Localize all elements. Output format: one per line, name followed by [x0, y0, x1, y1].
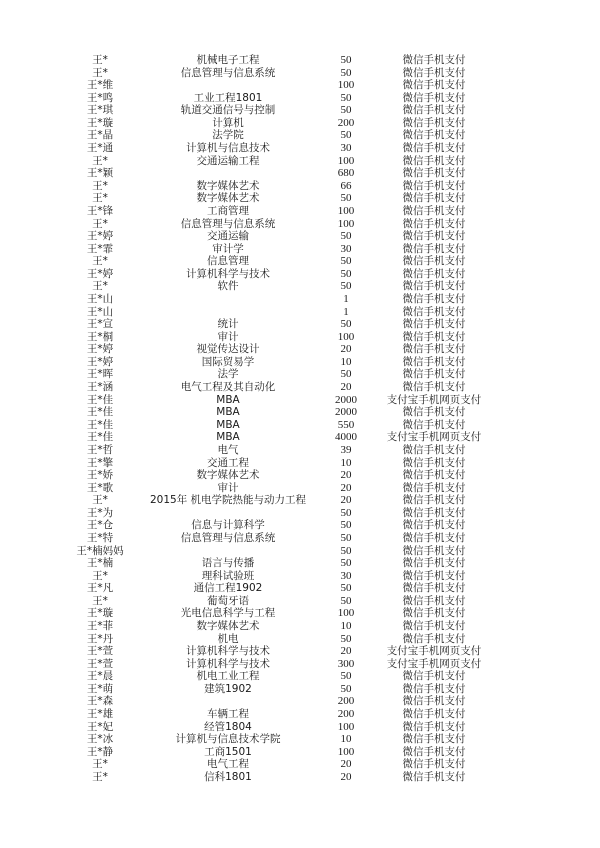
donor-department: 数字媒体艺术	[196, 620, 260, 633]
donor-name: 王*楠妈妈	[76, 544, 124, 557]
payment-method: 微信手机支付	[402, 280, 466, 293]
donor-name: 王*哲	[86, 443, 114, 456]
table-row	[60, 104, 492, 117]
donor-department: 光电信息科学与工程	[180, 607, 276, 620]
donation-amount: 20	[340, 481, 352, 494]
table-row	[60, 406, 492, 419]
donation-amount: 20	[340, 381, 352, 394]
donation-amount: 50	[340, 66, 352, 79]
donor-department: 机械电子工程	[196, 54, 260, 66]
payment-method: 微信手机支付	[402, 708, 466, 721]
donor-name: 王*冰	[86, 733, 114, 746]
table-row	[60, 457, 492, 470]
donation-amount: 4000	[335, 431, 357, 444]
payment-method: 微信手机支付	[402, 91, 466, 104]
donation-amount: 20	[340, 758, 352, 771]
donor-name: 王*萱	[86, 657, 114, 670]
payment-method: 微信手机支付	[402, 456, 466, 469]
donor-name: 王*娇	[86, 469, 114, 482]
table-row	[60, 771, 492, 784]
donor-department: 交通运输工程	[196, 154, 260, 167]
donor-department: 信息管理	[207, 255, 249, 268]
table-row	[60, 67, 492, 80]
donor-department: 轨道交通信号与控制	[180, 104, 276, 117]
donor-department: 信科1801	[204, 770, 252, 783]
payment-method: 微信手机支付	[402, 544, 466, 557]
payment-method: 微信手机支付	[402, 230, 466, 243]
payment-method: 微信手机支付	[402, 318, 466, 331]
payment-method: 微信手机支付	[402, 355, 466, 368]
payment-method: 微信手机支付	[402, 179, 466, 192]
payment-method: 微信手机支付	[402, 506, 466, 519]
donation-amount: 50	[340, 192, 352, 205]
donor-name: 王*	[92, 54, 108, 66]
donor-name: 王*森	[86, 695, 114, 708]
donation-amount: 20	[340, 645, 352, 658]
donation-amount: 200	[337, 116, 355, 129]
donation-amount: 20	[340, 770, 352, 783]
donation-amount: 20	[340, 494, 352, 507]
donor-department: 审计学	[212, 242, 244, 255]
donor-name: 王*	[92, 179, 108, 192]
payment-method: 微信手机支付	[402, 217, 466, 230]
donor-name: 王*丹	[86, 632, 114, 645]
donor-department	[140, 79, 316, 92]
payment-method: 微信手机支付	[402, 695, 466, 708]
table-row	[60, 343, 492, 356]
table-row	[60, 129, 492, 142]
donation-amount: 200	[337, 708, 355, 721]
payment-method: 微信手机支付	[402, 142, 466, 155]
payment-method: 微信手机支付	[402, 632, 466, 645]
donor-department: 2015年 机电学院热能与动力工程	[149, 494, 307, 507]
donation-amount: 66	[340, 179, 352, 192]
donor-department: 数字媒体艺术	[196, 192, 260, 205]
payment-method: 微信手机支付	[402, 720, 466, 733]
donor-department: 机电工业工程	[196, 670, 260, 683]
donation-amount: 50	[340, 632, 352, 645]
donor-name: 王*	[92, 758, 108, 771]
donor-department: 国际贸易学	[201, 355, 255, 368]
payment-method: 微信手机支付	[402, 670, 466, 683]
donation-amount: 30	[340, 242, 352, 255]
donor-name: 王*雄	[86, 708, 114, 721]
donation-amount: 10	[340, 456, 352, 469]
donor-department: 计算机与信息技术学院	[175, 733, 281, 746]
donor-department: 交通工程	[207, 456, 249, 469]
donor-department: 机电	[217, 632, 239, 645]
payment-method: 微信手机支付	[402, 758, 466, 771]
donation-table	[60, 54, 492, 784]
table-row	[60, 620, 492, 633]
donor-name: 王*琪	[86, 104, 114, 117]
donation-amount: 100	[337, 330, 355, 343]
donor-department: 软件	[217, 280, 239, 293]
donation-amount: 20	[340, 343, 352, 356]
payment-method: 微信手机支付	[402, 292, 466, 305]
donor-name: 王*璇	[86, 607, 114, 620]
table-row	[60, 758, 492, 771]
table-row	[60, 721, 492, 734]
donation-amount: 20	[340, 469, 352, 482]
donor-name: 王*宣	[86, 318, 114, 331]
donor-department: 车辆工程	[207, 708, 249, 721]
donor-department: 计算机科学与技术	[186, 267, 270, 280]
payment-method: 微信手机支付	[402, 418, 466, 431]
donation-amount: 100	[337, 745, 355, 758]
payment-method: 微信手机支付	[402, 531, 466, 544]
donor-name: 王*鸣	[86, 91, 114, 104]
donor-name: 王*霏	[86, 242, 114, 255]
payment-method: 微信手机支付	[402, 620, 466, 633]
donor-name: 王*	[92, 770, 108, 783]
payment-method: 微信手机支付	[402, 54, 466, 66]
donor-name: 王*佳	[86, 418, 114, 431]
donor-department: 数字媒体艺术	[196, 179, 260, 192]
donor-department: 计算机与信息技术	[186, 142, 270, 155]
donor-department	[140, 306, 316, 319]
donor-department	[140, 695, 316, 708]
payment-method: 微信手机支付	[402, 368, 466, 381]
donor-department: 工商1501	[204, 745, 252, 758]
payment-method: 微信手机支付	[402, 66, 466, 79]
donor-name: 王*维	[86, 79, 114, 92]
donation-amount: 100	[337, 607, 355, 620]
donation-amount: 50	[340, 594, 352, 607]
donation-amount: 50	[340, 104, 352, 117]
donor-department: 电气工程	[207, 758, 249, 771]
donation-amount: 50	[340, 280, 352, 293]
donation-amount: 10	[340, 733, 352, 746]
table-row	[60, 180, 492, 193]
donor-department: 信息管理与信息系统	[180, 66, 276, 79]
donor-department: 视觉传达设计	[196, 343, 260, 356]
table-row	[60, 733, 492, 746]
table-row	[60, 79, 492, 92]
table-row	[60, 167, 492, 180]
donation-amount: 30	[340, 569, 352, 582]
donor-department: MBA	[216, 393, 240, 406]
table-row	[60, 306, 492, 319]
payment-method: 微信手机支付	[402, 104, 466, 117]
donation-amount: 50	[340, 544, 352, 557]
table-row	[60, 695, 492, 708]
payment-method: 微信手机支付	[402, 682, 466, 695]
table-row	[60, 331, 492, 344]
donation-amount: 50	[340, 519, 352, 532]
donation-amount: 200	[337, 695, 355, 708]
donation-amount: 100	[337, 204, 355, 217]
donor-department: 法学	[217, 368, 239, 381]
donor-name: 王*	[92, 154, 108, 167]
table-row	[60, 545, 492, 558]
donor-name: 王*	[92, 66, 108, 79]
donor-name: 王*擎	[86, 456, 114, 469]
table-row	[60, 230, 492, 243]
table-row	[60, 532, 492, 545]
table-row	[60, 293, 492, 306]
table-row	[60, 54, 492, 67]
table-row	[60, 419, 492, 432]
donor-department: 葡萄牙语	[207, 594, 249, 607]
table-row	[60, 205, 492, 218]
donor-name: 王*佳	[86, 393, 114, 406]
donor-name: 王*山	[86, 292, 114, 305]
table-row	[60, 92, 492, 105]
donor-name: 王*婷	[86, 267, 114, 280]
table-row	[60, 519, 492, 532]
payment-method: 微信手机支付	[402, 116, 466, 129]
table-row	[60, 142, 492, 155]
donor-name: 王*	[92, 280, 108, 293]
donation-amount: 30	[340, 142, 352, 155]
donor-department: 法学院	[212, 129, 244, 142]
donation-amount: 100	[337, 217, 355, 230]
donor-department: 数字媒体艺术	[196, 469, 260, 482]
payment-method: 微信手机支付	[402, 305, 466, 318]
table-row	[60, 268, 492, 281]
table-row	[60, 218, 492, 231]
donor-department: 交通运输	[207, 230, 249, 243]
donation-amount: 1	[343, 292, 349, 305]
donor-name: 王*晨	[86, 670, 114, 683]
donor-name: 王*婷	[86, 230, 114, 243]
table-row	[60, 444, 492, 457]
payment-method: 微信手机支付	[402, 519, 466, 532]
donor-name: 王*	[92, 594, 108, 607]
payment-method: 支付宝手机网页支付	[386, 645, 482, 658]
donor-name: 王*妃	[86, 720, 114, 733]
payment-method: 微信手机支付	[402, 481, 466, 494]
table-row	[60, 670, 492, 683]
donation-amount: 100	[337, 79, 355, 92]
donor-department: 审计	[217, 330, 239, 343]
donation-amount: 50	[340, 129, 352, 142]
donation-amount: 300	[337, 657, 355, 670]
table-row	[60, 243, 492, 256]
payment-method: 微信手机支付	[402, 494, 466, 507]
donation-amount: 50	[340, 506, 352, 519]
payment-method: 微信手机支付	[402, 733, 466, 746]
donor-name: 王*楠	[86, 557, 114, 570]
table-row	[60, 582, 492, 595]
table-row	[60, 155, 492, 168]
donor-name: 王*仓	[86, 519, 114, 532]
donor-name: 王*通	[86, 142, 114, 155]
donation-amount: 50	[340, 54, 352, 66]
donation-amount: 2000	[335, 393, 357, 406]
donor-department: 通信工程1902	[193, 582, 263, 595]
payment-method: 微信手机支付	[402, 443, 466, 456]
donor-name: 王*	[92, 217, 108, 230]
payment-method: 微信手机支付	[402, 242, 466, 255]
donor-department: 语言与传播	[201, 557, 255, 570]
table-row	[60, 280, 492, 293]
donor-name: 王*菲	[86, 620, 114, 633]
table-row	[60, 117, 492, 130]
donor-name: 王*佳	[86, 406, 114, 419]
donor-department: 理科试验班	[201, 569, 255, 582]
table-row	[60, 381, 492, 394]
payment-method: 微信手机支付	[402, 192, 466, 205]
donor-department	[140, 545, 316, 558]
donor-name: 王*歌	[86, 481, 114, 494]
payment-method: 微信手机支付	[402, 381, 466, 394]
donation-amount: 10	[340, 355, 352, 368]
donor-name: 王*桐	[86, 330, 114, 343]
donor-name: 王*凡	[86, 582, 114, 595]
donation-amount: 50	[340, 318, 352, 331]
payment-method: 微信手机支付	[402, 255, 466, 268]
payment-method: 支付宝手机网页支付	[386, 393, 482, 406]
table-row	[60, 683, 492, 696]
donation-amount: 50	[340, 230, 352, 243]
donation-amount: 50	[340, 582, 352, 595]
donation-amount: 50	[340, 368, 352, 381]
payment-method: 微信手机支付	[402, 469, 466, 482]
payment-method: 微信手机支付	[402, 569, 466, 582]
payment-method: 微信手机支付	[402, 406, 466, 419]
table-row	[60, 469, 492, 482]
donor-department: 信息管理与信息系统	[180, 217, 276, 230]
table-row	[60, 557, 492, 570]
donation-amount: 50	[340, 682, 352, 695]
table-row	[60, 255, 492, 268]
donor-department: 审计	[217, 481, 239, 494]
donor-name: 王*	[92, 494, 108, 507]
donor-department: 信息管理与信息系统	[180, 531, 276, 544]
table-row	[60, 431, 492, 444]
donor-department: 统计	[217, 318, 239, 331]
table-row	[60, 570, 492, 583]
donor-name: 王*佳	[86, 431, 114, 444]
donation-amount: 50	[340, 91, 352, 104]
payment-method: 微信手机支付	[402, 582, 466, 595]
table-row	[60, 368, 492, 381]
payment-method: 微信手机支付	[402, 594, 466, 607]
payment-method: 微信手机支付	[402, 770, 466, 783]
donor-name: 王*晖	[86, 368, 114, 381]
table-row	[60, 507, 492, 520]
donor-department: 计算机科学与技术	[186, 645, 270, 658]
donation-amount: 1	[343, 305, 349, 318]
donor-name: 王*	[92, 255, 108, 268]
donor-name: 王*	[92, 192, 108, 205]
donation-amount: 50	[340, 531, 352, 544]
payment-method: 微信手机支付	[402, 343, 466, 356]
donor-department: 信息与计算科学	[191, 519, 265, 532]
payment-method: 微信手机支付	[402, 129, 466, 142]
donation-amount: 50	[340, 557, 352, 570]
payment-method: 微信手机支付	[402, 607, 466, 620]
payment-method: 微信手机支付	[402, 204, 466, 217]
donor-department: MBA	[216, 418, 240, 431]
donor-name: 王*颖	[86, 167, 114, 180]
donor-department: 电气	[217, 443, 239, 456]
table-row	[60, 192, 492, 205]
payment-method: 微信手机支付	[402, 154, 466, 167]
donor-department: 计算机	[212, 116, 244, 129]
table-row	[60, 318, 492, 331]
donor-name: 王*晶	[86, 129, 114, 142]
donor-name: 王*	[92, 569, 108, 582]
donor-name: 王*璇	[86, 116, 114, 129]
donation-amount: 550	[337, 418, 355, 431]
table-row	[60, 595, 492, 608]
donation-amount: 100	[337, 154, 355, 167]
donor-department: 计算机科学与技术	[186, 657, 270, 670]
donor-department: 电气工程及其自动化	[180, 381, 276, 394]
payment-method: 微信手机支付	[402, 745, 466, 758]
donation-amount: 10	[340, 620, 352, 633]
donor-department: 经管1804	[204, 720, 252, 733]
table-row	[60, 746, 492, 759]
payment-method: 支付宝手机网页支付	[386, 431, 482, 444]
donation-amount: 50	[340, 670, 352, 683]
donor-name: 王*萌	[86, 682, 114, 695]
payment-method: 微信手机支付	[402, 167, 466, 180]
donor-department: 工商管理	[207, 204, 249, 217]
table-row	[60, 607, 492, 620]
table-row	[60, 658, 492, 671]
table-row	[60, 494, 492, 507]
donor-department: 建筑1902	[204, 682, 252, 695]
donor-department: MBA	[216, 406, 240, 419]
table-row	[60, 708, 492, 721]
payment-method: 微信手机支付	[402, 267, 466, 280]
donor-department: MBA	[216, 431, 240, 444]
donor-name: 王*婷	[86, 343, 114, 356]
payment-method: 微信手机支付	[402, 557, 466, 570]
donor-name: 王*为	[86, 506, 114, 519]
donor-department	[140, 293, 316, 306]
table-row	[60, 633, 492, 646]
payment-method: 支付宝手机网页支付	[386, 657, 482, 670]
table-row	[60, 482, 492, 495]
donation-amount: 39	[340, 443, 352, 456]
donor-name: 王*锋	[86, 204, 114, 217]
donor-name: 王*萱	[86, 645, 114, 658]
donor-name: 王*山	[86, 305, 114, 318]
donor-department	[140, 167, 316, 180]
donation-amount: 680	[337, 167, 355, 180]
donation-amount: 2000	[335, 406, 357, 419]
table-row	[60, 645, 492, 658]
table-row	[60, 394, 492, 407]
donor-department	[140, 507, 316, 520]
donation-amount: 50	[340, 267, 352, 280]
donor-name: 王*静	[86, 745, 114, 758]
table-row	[60, 356, 492, 369]
donor-name: 王*特	[86, 531, 114, 544]
donation-amount: 50	[340, 255, 352, 268]
donation-amount: 100	[337, 720, 355, 733]
donor-name: 王*婷	[86, 355, 114, 368]
donor-department: 工业工程1801	[193, 91, 263, 104]
payment-method: 微信手机支付	[402, 79, 466, 92]
payment-method: 微信手机支付	[402, 330, 466, 343]
donor-name: 王*涵	[86, 381, 114, 394]
